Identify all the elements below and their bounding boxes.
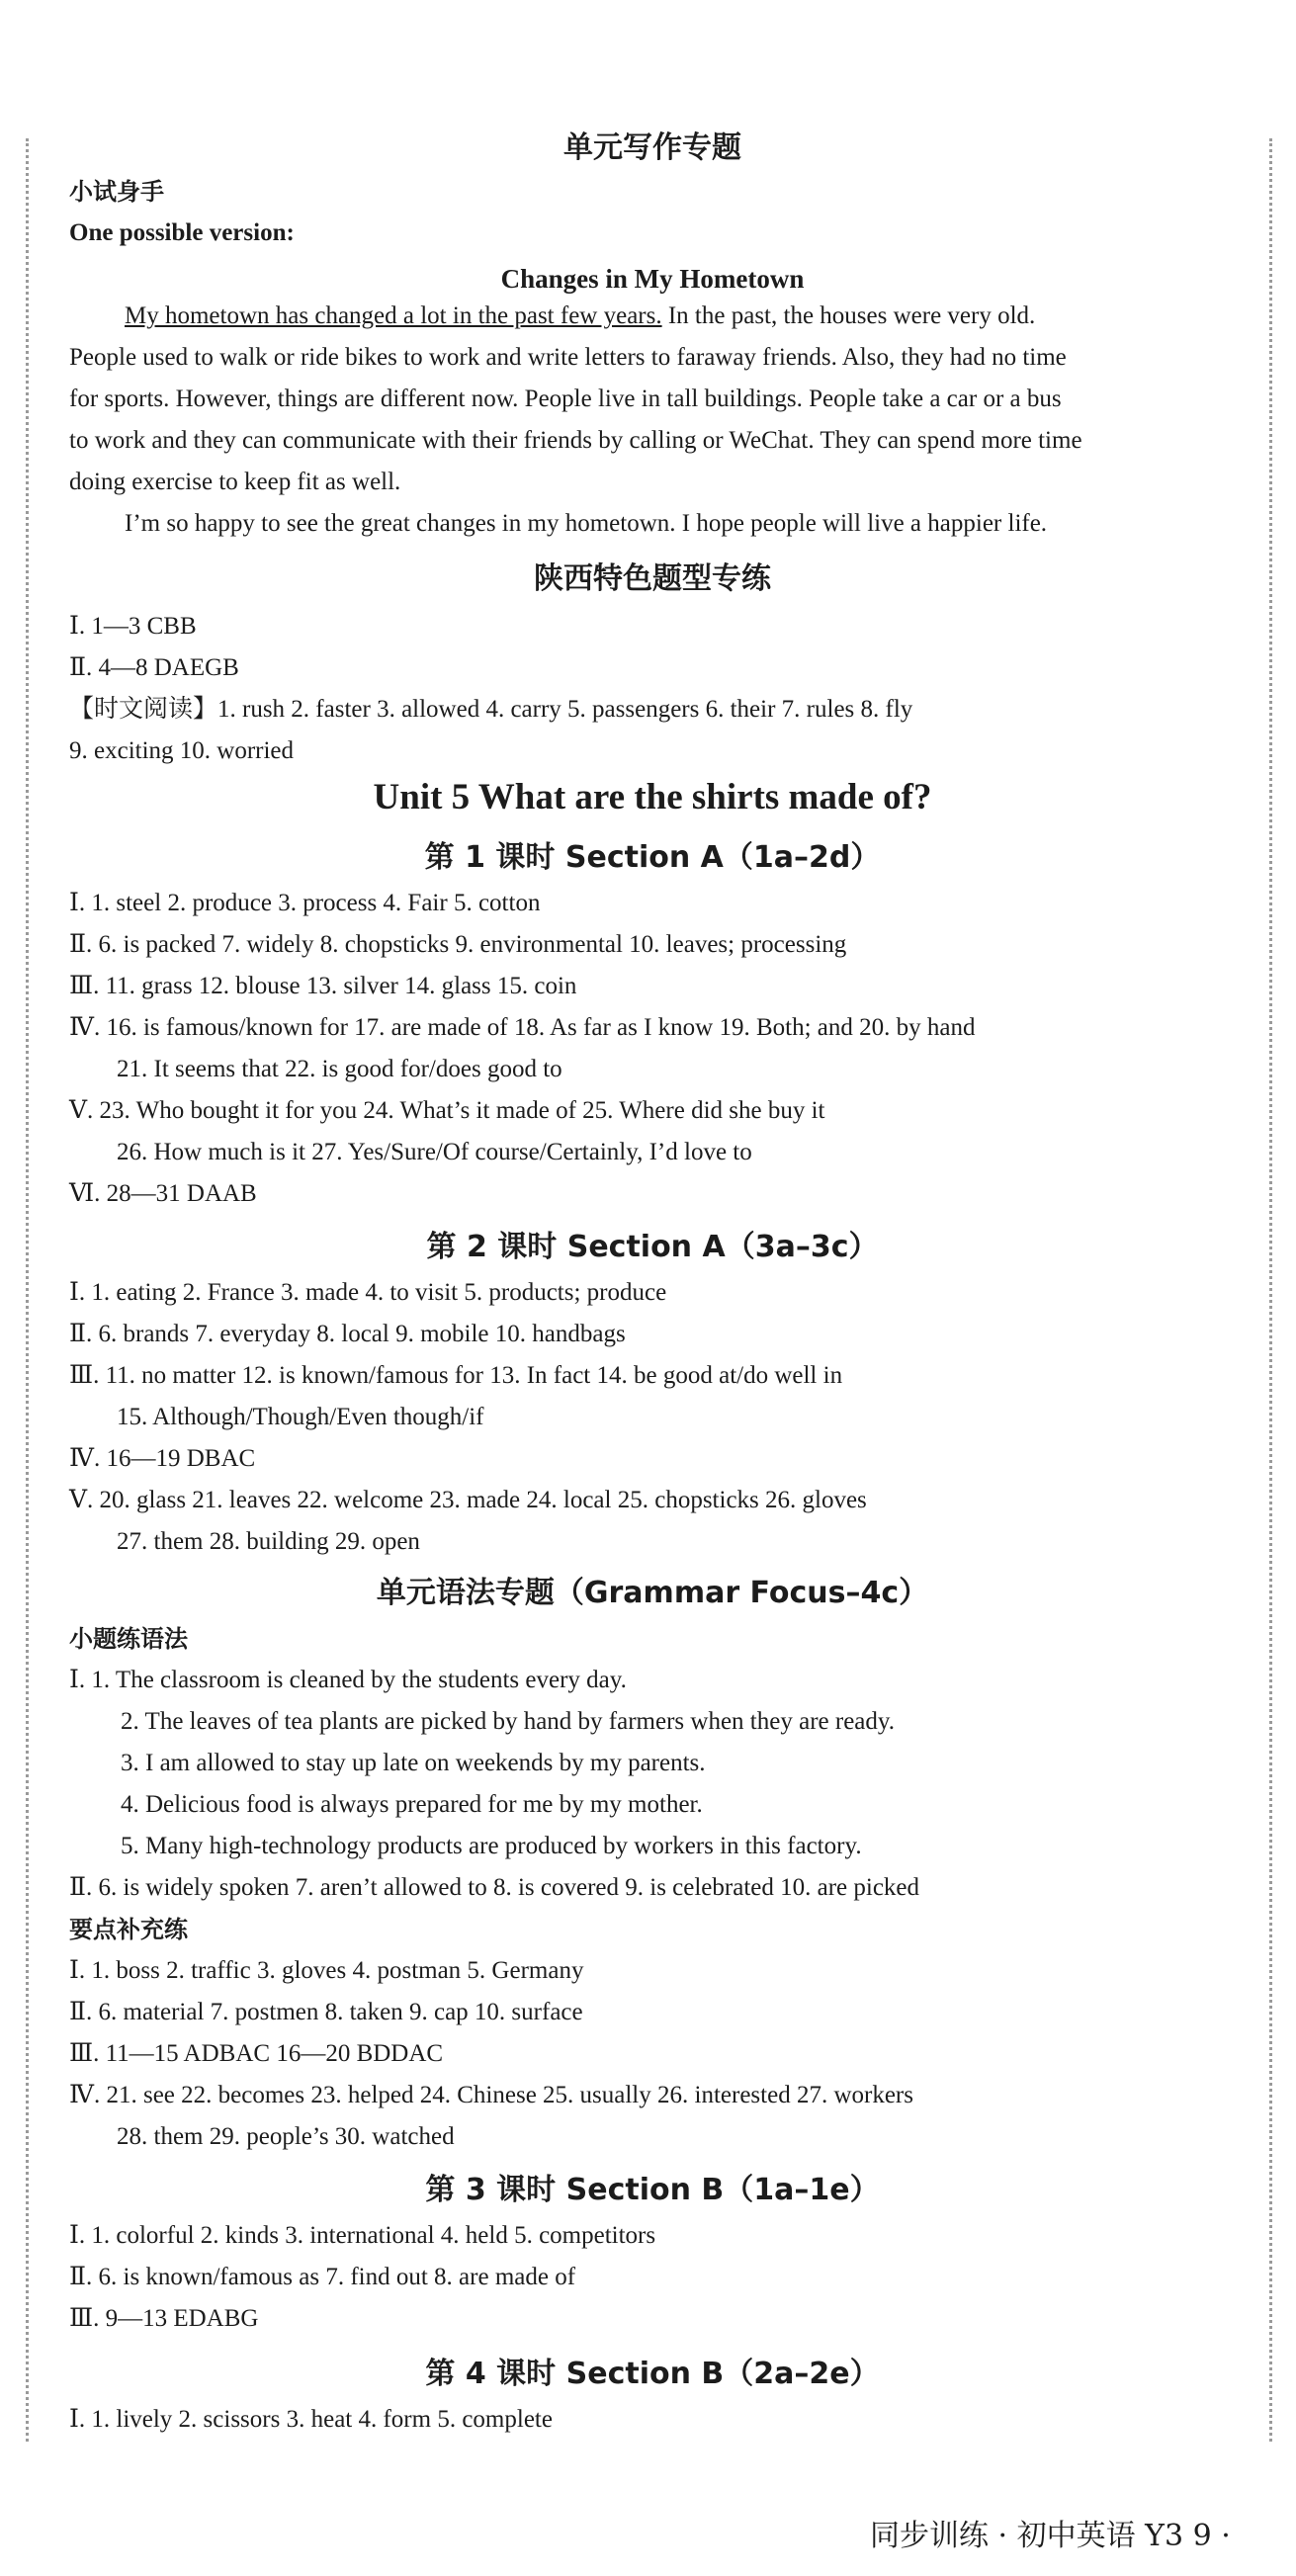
answer-line: 3. I am allowed to stay up late on weekends by my parents. <box>121 1750 706 1776</box>
answer-line: 26. How much is it 27. Yes/Sure/Of course/Certainly, I’d love to <box>117 1139 752 1165</box>
answer-line: 28. them 29. people’s 30. watched <box>117 2123 455 2150</box>
shaanxi-section-title: 陕西特色题型专练 <box>534 561 771 596</box>
writing-subheading: 小试身手 <box>69 178 164 206</box>
answer-line: Ⅲ. 9—13 EDABG <box>69 2305 259 2332</box>
lesson-1-title: 第 1 课时 Section A（1a–2d） <box>424 840 881 875</box>
answer-line: 27. them 28. building 29. open <box>117 1528 420 1555</box>
answer-line: Ⅲ. 11. no matter 12. is known/famous for 13. In fact 14. be good at/do well in <box>69 1362 843 1389</box>
essay-line-6: I’m so happy to see the great changes in my hometown. I hope people will live a happier life. <box>125 510 1048 537</box>
answer-line: Ⅱ. 6. brands 7. everyday 8. local 9. mobile 10. handbags <box>69 1321 626 1347</box>
grammar-section-title: 单元语法专题（Grammar Focus–4c） <box>376 1576 929 1610</box>
essay-line-5: doing exercise to keep fit as well. <box>69 469 401 495</box>
topic-sentence: My hometown has changed a lot in the past few years. <box>125 302 662 329</box>
answer-line: Ⅲ. 11—15 ADBAC 16—20 BDDAC <box>69 2040 444 2067</box>
grammar-subheading-1: 小题练语法 <box>69 1625 188 1653</box>
essay-line-3: for sports. However, things are different now. People live in tall buildings. People take a car or a bus <box>69 386 1062 412</box>
lesson-3-title: 第 3 课时 Section B（1a–1e） <box>425 2173 880 2207</box>
answer-line: Ⅰ. 1. colorful 2. kinds 3. international 4. held 5. competitors <box>69 2222 656 2249</box>
answer-line: Ⅰ. 1. The classroom is cleaned by the students every day. <box>69 1667 627 1693</box>
page-footer: 同步训练 · 初中英语 Y3 9 · <box>870 2519 1231 2553</box>
left-binding-margin <box>26 138 29 2442</box>
answer-line: Ⅳ. 16—19 DBAC <box>69 1445 256 1472</box>
answer-line: Ⅲ. 11. grass 12. blouse 13. silver 14. glass 15. coin <box>69 973 577 999</box>
grammar-subheading-2: 要点补充练 <box>69 1916 188 1943</box>
possible-version-label: One possible version: <box>69 219 295 246</box>
answer-line: Ⅰ. 1. boss 2. traffic 3. gloves 4. postman 5. Germany <box>69 1957 584 1984</box>
answer-line: 【时文阅读】1. rush 2. faster 3. allowed 4. carry 5. passengers 6. their 7. rules 8. fly <box>69 696 913 723</box>
answer-line: 5. Many high-technology products are produced by workers in this factory. <box>121 1833 862 1859</box>
answer-line: Ⅱ. 6. is widely spoken 7. aren’t allowed to 8. is covered 9. is celebrated 10. are picked <box>69 1874 920 1901</box>
answer-line: 9. exciting 10. worried <box>69 737 295 764</box>
unit-title: Unit 5 What are the shirts made of? <box>373 777 932 817</box>
writing-section-title: 单元写作专题 <box>563 130 741 165</box>
lesson-2-title: 第 2 课时 Section A（3a–3c） <box>426 1230 879 1264</box>
answer-line: Ⅰ. 1—3 CBB <box>69 613 197 640</box>
answer-line: Ⅰ. 1. steel 2. produce 3. process 4. Fair 5. cotton <box>69 890 541 916</box>
essay-line-1: My hometown has changed a lot in the past few years. In the past, the houses were very old. <box>125 302 1036 329</box>
right-binding-margin <box>1269 138 1272 2442</box>
answer-line: Ⅳ. 16. is famous/known for 17. are made of 18. As far as I know 19. Both; and 20. by hand <box>69 1014 976 1041</box>
answer-line: 2. The leaves of tea plants are picked by hand by farmers when they are ready. <box>121 1708 896 1735</box>
answer-line: Ⅳ. 21. see 22. becomes 23. helped 24. Chinese 25. usually 26. interested 27. workers <box>69 2082 913 2108</box>
answer-line: Ⅴ. 23. Who bought it for you 24. What’s it made of 25. Where did she buy it <box>69 1097 825 1124</box>
answer-line: Ⅵ. 28—31 DAAB <box>69 1180 257 1207</box>
answer-line: Ⅱ. 6. is known/famous as 7. find out 8. are made of <box>69 2264 576 2290</box>
answer-line: Ⅱ. 6. is packed 7. widely 8. chopsticks 9. environmental 10. leaves; processing <box>69 931 847 958</box>
answer-line: Ⅰ. 1. lively 2. scissors 3. heat 4. form 5. complete <box>69 2406 553 2433</box>
essay-line-4: to work and they can communicate with their friends by calling or WeChat. They can spend more time <box>69 427 1082 454</box>
lesson-4-title: 第 4 课时 Section B（2a–2e） <box>425 2357 880 2391</box>
answer-line: 15. Although/Though/Even though/if <box>117 1404 484 1430</box>
essay-title: Changes in My Hometown <box>500 264 805 294</box>
answer-line: Ⅴ. 20. glass 21. leaves 22. welcome 23. made 24. local 25. chopsticks 26. gloves <box>69 1487 867 1513</box>
answer-line: 21. It seems that 22. is good for/does good to <box>117 1056 562 1082</box>
answer-line: Ⅱ. 4—8 DAEGB <box>69 654 239 681</box>
answer-line: 4. Delicious food is always prepared for me by my mother. <box>121 1791 703 1818</box>
answer-line: Ⅰ. 1. eating 2. France 3. made 4. to visit 5. products; produce <box>69 1279 667 1306</box>
answer-line: Ⅱ. 6. material 7. postmen 8. taken 9. cap 10. surface <box>69 1999 583 2025</box>
essay-line-2: People used to walk or ride bikes to work and write letters to faraway friends. Also, they had no time <box>69 344 1067 371</box>
